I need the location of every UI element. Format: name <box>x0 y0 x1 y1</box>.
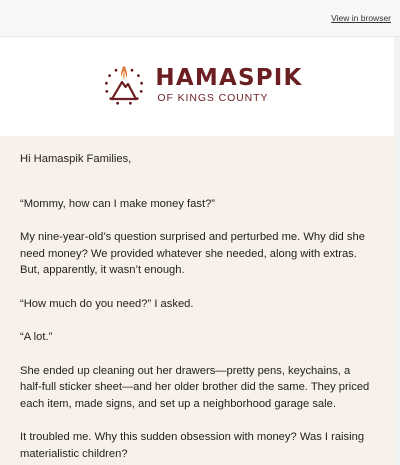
body-paragraph: “How much do you need?” I asked. <box>20 297 194 310</box>
view-in-browser-link[interactable]: View in browser <box>331 12 391 23</box>
body-paragraph: “Mommy, how can I make money fast?” <box>20 197 216 210</box>
body-paragraph: “A lot.” <box>20 331 53 343</box>
email-body <box>0 136 400 465</box>
greeting: Hi Hamaspik Families, <box>20 153 132 165</box>
logo-text <box>155 67 302 104</box>
email-topbar <box>0 0 400 37</box>
email-header <box>0 37 400 136</box>
body-paragraph: It troubled me. Why this sudden obsession with money? Was I raising materialistic children? <box>20 431 365 460</box>
brand-subtitle: OF KINGS COUNTY <box>157 92 269 105</box>
brand-name: HAMASPIK <box>155 65 303 92</box>
mountain-star-wreath-icon <box>99 61 149 111</box>
body-paragraph: My nine-year-old’s question surprised and perturbed me. Why did she need money? We provided whatever she needed, along with extras. But, apparently, it wasn’t enough. <box>20 231 365 276</box>
hamaspik-logo[interactable] <box>99 61 302 111</box>
body-paragraph: She ended up cleaning out her drawers—pretty pens, keychains, a half-full sticker sheet—and her older brother did the same. They priced each item, made signs, and set up a neighborhood garage sale. <box>20 364 370 410</box>
